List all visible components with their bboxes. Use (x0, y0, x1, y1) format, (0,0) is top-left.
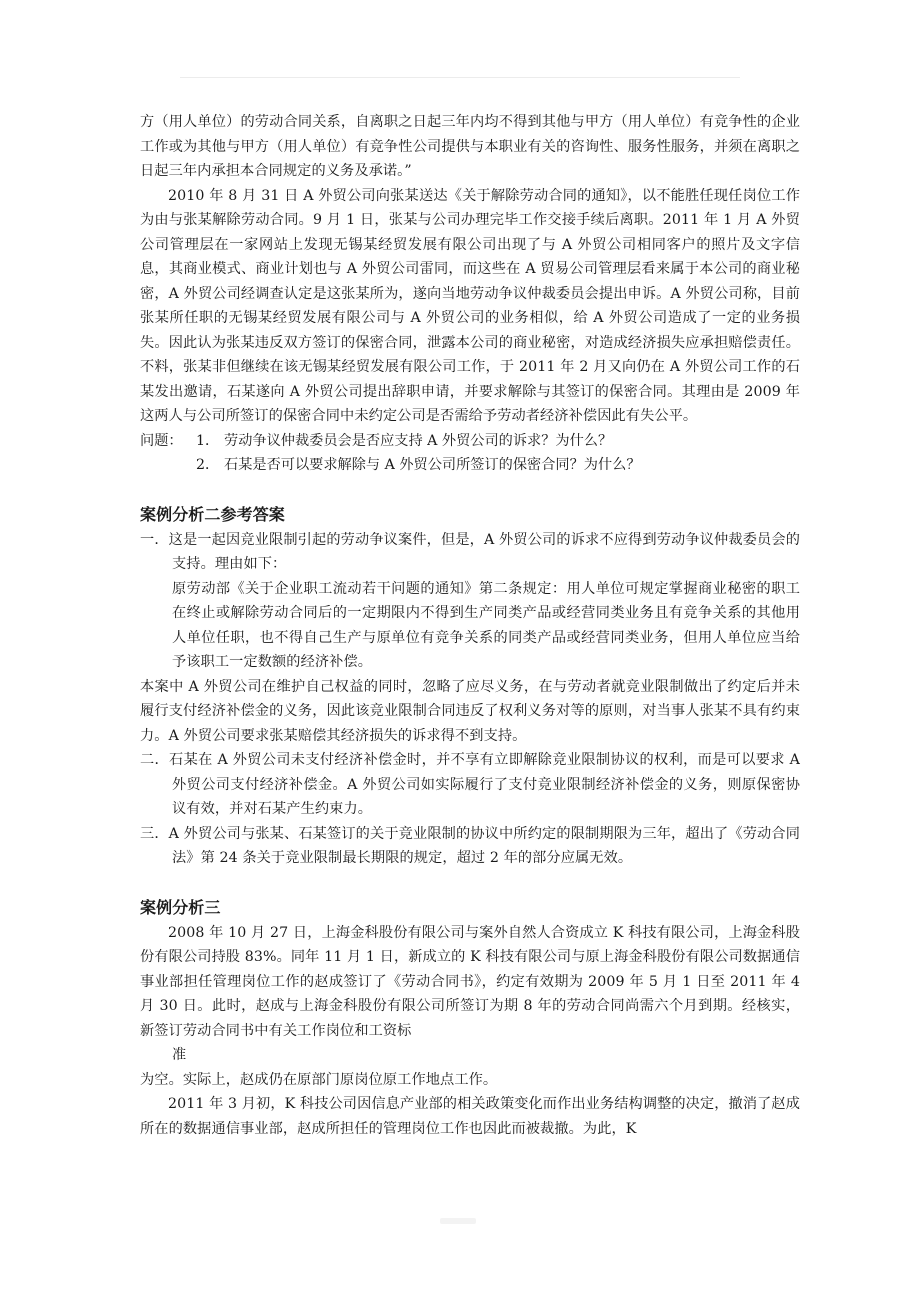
answer-1-regulation: 原劳动部《关于企业职工流动若干问题的通知》第二条规定：用人单位可规定掌握商业秘密的职工在终止或解除劳动合同后的一定期限内不得到生产同类产品或经营同类业务且有竞争关系的其他用人单位任职，也不得自己生产与原单位有竞争关系的同类产品或经营同类业务，但用人单位应当给予该职工一定数额的经济补偿。 (172, 580, 800, 670)
header-rule (180, 77, 740, 78)
answer-3: 三．A 外贸公司与张某、石某签订的关于竞业限制的协议中所约定的限制期限为三年，超出了《劳动合同法》第 24 条关于竞业限制最长期限的规定，超过 2 年的部分应属无效。 (140, 825, 800, 866)
document-body (140, 110, 800, 1141)
answer-1: 一．这是一起因竞业限制引起的劳动争议案件，但是，A 外贸公司的诉求不应得到劳动争议仲裁委员会的支持。理由如下： (140, 531, 800, 572)
section-3-paragraph-1: 2008 年 10 月 27 日，上海金科股份有限公司与案外自然人合资成立 K 科技有限公司，上海金科股份有限公司持股 83%。同年 11 月 1 日，新成立的 K 科技有限公司与原上海金科股份有限公司数据通信事业部担任管理岗位工作的赵成签订了《劳动合同书》，约定有效期为 2009 年 5 月 1 日至 2011 年 4 月 30 日。此时，赵成与上海金科股份有限公司所签订为期 8 年的劳动合同尚需六个月到期。经核实，新签订劳动合同书中有关工作岗位和工资标 (140, 924, 800, 1039)
paragraph-contract-clause: 方（用人单位）的劳动合同关系，自离职之日起三年内均不得到其他与甲方（用人单位）有竞争性的企业工作或为其他与甲方（用人单位）有竞争性公司提供与本职业有关的咨询性、服务性服务，并须在离职之日起三年内承担本合同规定的义务及承诺。” (140, 114, 800, 179)
paragraph-case-facts: 2010 年 8 月 31 日 A 外贸公司向张某送达《关于解除劳动合同的通知》，以不能胜任现任岗位工作为由与张某解除劳动合同。9 月 1 日，张某与公司办理完毕工作交接手续后离职。2011 年 1 月 A 外贸公司管理层在一家网站上发现无锡某经贸发展有限公司出现了与 A 外贸公司相同客户的照片及文字信息，其商业模式、商业计划也与 A 外贸公司雷同，而这些在 A 贸易公司管理层看来属于本公司的商业秘密，A 外贸公司经调查认定是这张某所为，遂向当地劳动争议仲裁委员会提出申诉。A 外贸公司称，目前张某所任职的无锡某经贸发展有限公司与 A 外贸公司的业务相似，给 A 外贸公司造成了一定的业务损失。因此认为张某违反双方签订的保密合同，泄露本公司的商业秘密，对造成经济损失应承担赔偿责任。不料，张某非但继续在该无锡某经贸发展有限公司工作，于 2011 年 2 月又向仍在 A 外贸公司工作的石某发出邀请，石某遂向 A 外贸公司提出辞职申请，并要求解除与其签订的保密合同。其理由是 2009 年这两人与公司所签订的保密合同中未约定公司是否需给予劳动者经济补偿因此有失公平。 (140, 187, 800, 424)
section-2-heading: 案例分析二参考答案 (140, 504, 285, 524)
question-2-text: 石某是否可以要求解除与 A 外贸公司所签订的保密合同？为什么？ (224, 457, 641, 473)
answer-2: 二．石某在 A 外贸公司未支付经济补偿金时，并不享有立即解除竞业限制协议的权利，而是可以要求 A 外贸公司支付经济补偿金。A 外贸公司如实际履行了支付竞业限制经济补偿金的义务，则原保密协议有效，并对石某产生约束力。 (140, 752, 800, 817)
answer-1-analysis: 本案中 A 外贸公司在维护自己权益的同时，忽略了应尽义务，在与劳动者就竞业限制做出了约定后并未履行支付经济补偿金的义务，因此该竞业限制合同违反了权利义务对等的原则，对当事人张某不具有约束力。A 外贸公司要求张某赔偿其经济损失的诉求得不到支持。 (140, 678, 800, 744)
section-3-paragraph-1-tail: 为空。实际上，赵成仍在原部门原岗位原工作地点工作。 (140, 1071, 498, 1088)
section-3-paragraph-1-continued: 准 (172, 1047, 187, 1063)
footer-mark (440, 1218, 476, 1224)
question-2-number: 2． (196, 457, 220, 473)
question-2-row (140, 453, 800, 478)
question-1-row (140, 429, 800, 454)
section-3-paragraph-2: 2011 年 3 月初，K 科技公司因信息产业部的相关政策变化而作出业务结构调整的决定，撤消了赵成所在的数据通信事业部，赵成所担任的管理岗位工作也因此而被裁撤。为此，K (140, 1096, 800, 1137)
question-1-number: 1． (196, 432, 220, 449)
section-3-heading: 案例分析三 (140, 897, 221, 917)
question-label: 问题： (140, 432, 183, 449)
question-1-text: 劳动争议仲裁委员会是否应支持 A 外贸公司的诉求？为什么？ (224, 432, 613, 449)
